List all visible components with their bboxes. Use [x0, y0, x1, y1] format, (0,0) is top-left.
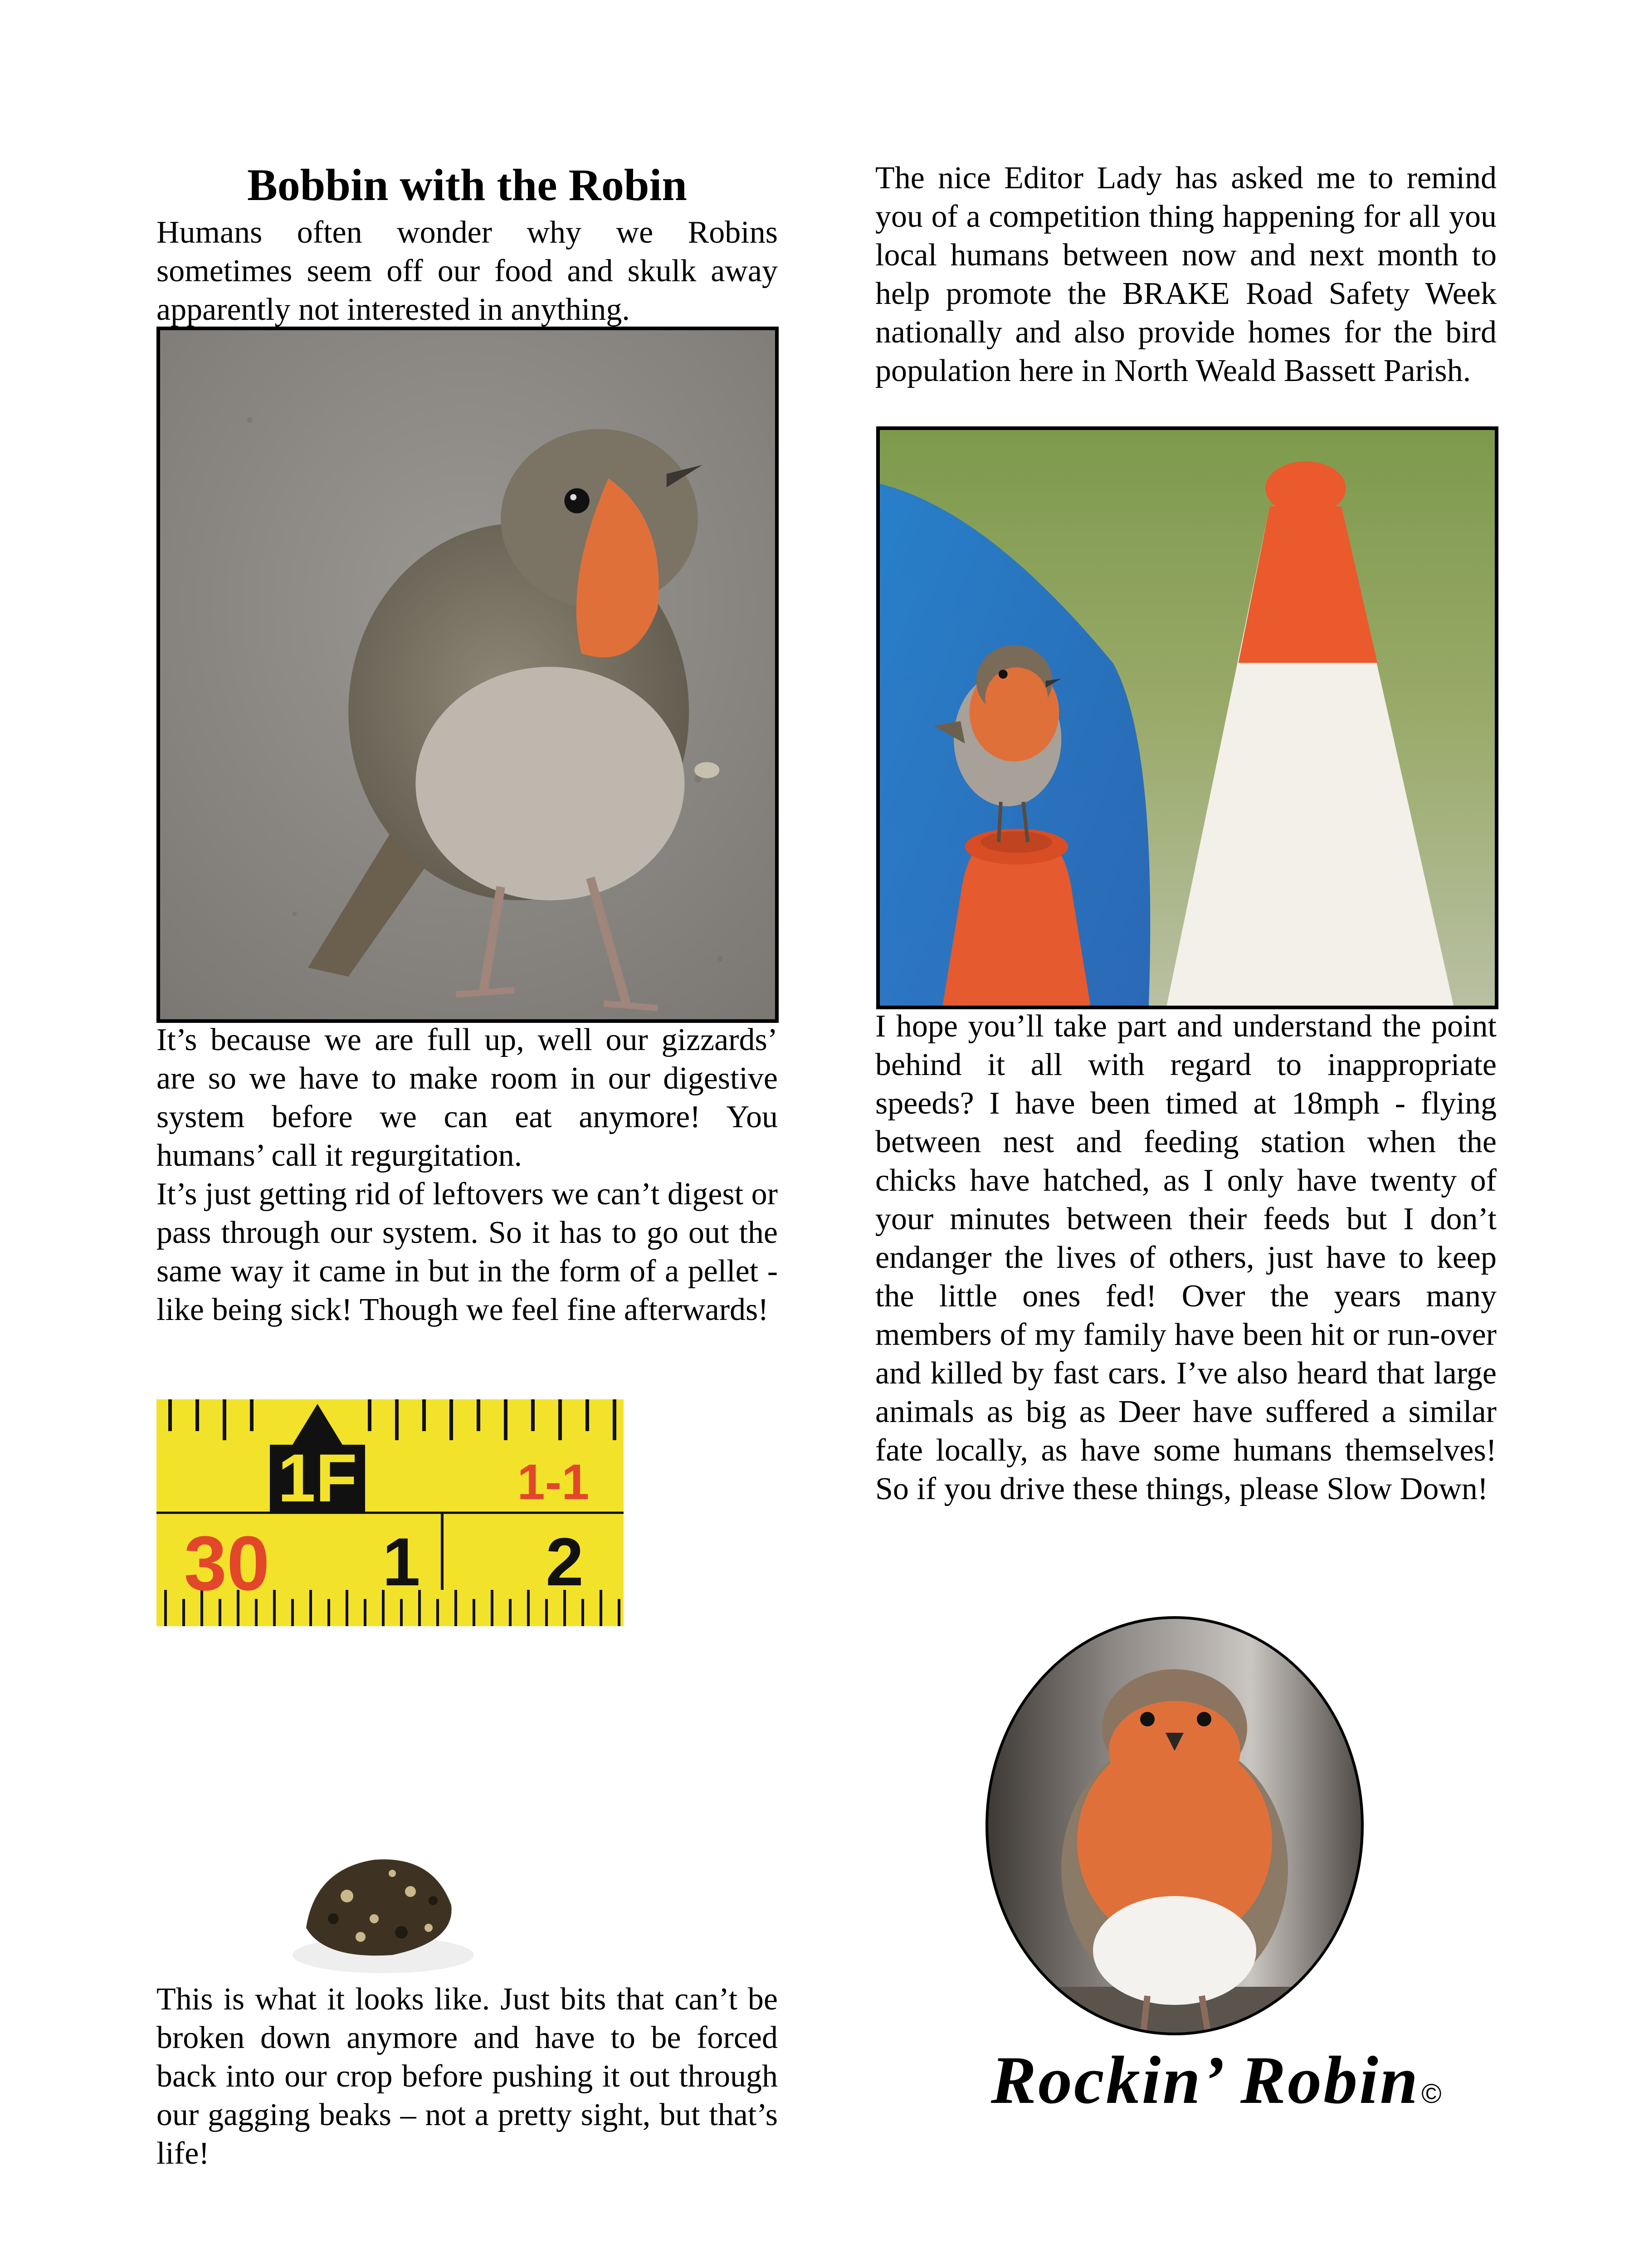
- signature-name: Rockin’ Robin: [991, 2043, 1420, 2118]
- robin-pavement-photo: [156, 327, 779, 1023]
- gizzard-paragraph: [156, 1021, 778, 1329]
- looks-paragraph: [156, 1980, 778, 2173]
- speed-text: I hope you’ll take part and understand the point behind it all with regard to inappropriate speeds? I have been timed at 18mph - flying between nest and feeding station when the chicks have hatched, as I only have twenty of your minutes between their feeds but I don’t endanger the lives of others, just have to keep the little ones fed! Over the years many members of my family have been hit or run-over and killed by fast cars. I’ve also heard that large animals as big as Deer have suffered a similar fate locally, as have some humans themselves! So if you drive these things, please Slow Down!: [875, 1009, 1497, 1506]
- pellet-image: [156, 1792, 624, 2000]
- tape-number-right: 2: [546, 1524, 584, 1600]
- leftovers-text: It’s just getting rid of leftovers we can’t digest or pass through our system. So it has to go out the same way it came in but in the form of a pellet - like being sick! Though we feel fine afterwards!: [156, 1177, 778, 1327]
- robin-portrait-oval: [984, 1615, 1365, 2037]
- tape-number-mid: 1: [382, 1524, 420, 1600]
- editor-text: The nice Editor Lady has asked me to remind you of a competition thing happening for all you local humans between now and next month to help promote the BRAKE Road Safety Week nationally and also provide homes for the bird population here in North Weald Bassett Parish.: [875, 161, 1497, 388]
- article-title: Bobbin with the Robin: [247, 160, 687, 210]
- tape-number-left: 30: [184, 1520, 270, 1607]
- robin-cone-photo: [876, 426, 1498, 1009]
- editor-paragraph: [875, 159, 1497, 390]
- speed-paragraph: [875, 1007, 1497, 1508]
- gizzard-text: It’s because we are full up, well our gizzards’ are so we have to make room in our digestive system before we can eat anymore! You humans’ call it regurgitation.: [156, 1022, 778, 1173]
- intro-text: Humans often wonder why we Robins sometimes seem off our food and skulk away apparently not interested in anything.: [156, 215, 778, 327]
- looks-text: This is what it looks like. Just bits that can’t be broken down anymore and have to be forced back into our crop before pushing it out through our gagging beaks – not a pretty sight, but that’s life!: [156, 1982, 778, 2171]
- tape-top-right-label: 1-1: [517, 1454, 590, 1510]
- copyright-symbol: ©: [1421, 2078, 1442, 2109]
- intro-paragraph: [156, 213, 778, 329]
- tape-marker: 1F: [278, 1440, 357, 1516]
- signature-block: [991, 2041, 1444, 2123]
- tape-measure-image: [156, 1399, 624, 1626]
